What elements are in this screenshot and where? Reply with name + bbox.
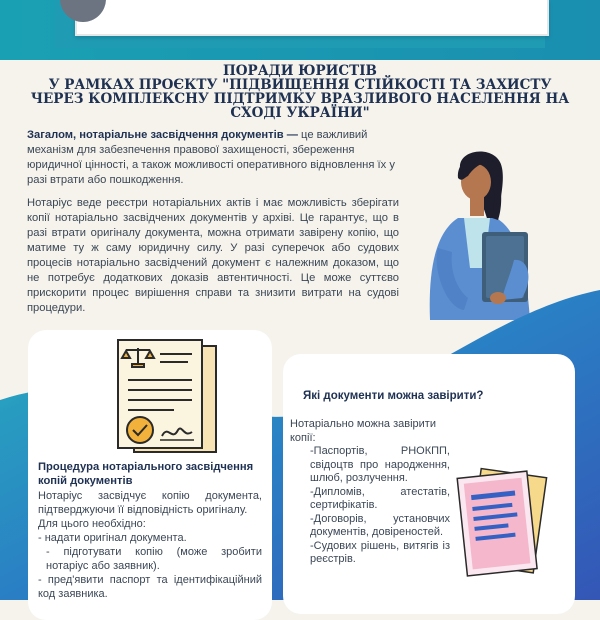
list-item: - надати оригінал документа. bbox=[38, 532, 187, 544]
procedure-text bbox=[38, 489, 262, 601]
header-card bbox=[75, 0, 549, 36]
list-item: -Судових рішень, витягів із реєстрів. bbox=[310, 539, 450, 565]
certified-document-illustration bbox=[104, 338, 222, 456]
procedure-title: Процедура нотаріального засвідчення копій документів bbox=[38, 461, 254, 487]
list-item: -Паспортів, РНОКПП, свідоцтв про народження, шлюб, розлучення. bbox=[310, 445, 450, 484]
procedure-description: Нотаріус засвідчує копію документа, підтверджуючи її відповідність оригіналу. bbox=[38, 490, 262, 516]
documents-stack-illustration bbox=[452, 462, 552, 582]
list-item: -Дипломів, атестатів, сертифікатів. bbox=[310, 485, 450, 511]
page-title bbox=[20, 64, 580, 120]
list-item: -Договорів, установчих документів, довіреностей. bbox=[310, 512, 450, 538]
list-item: - підготувати копію (може зробити нотаріус або заявник). bbox=[46, 546, 262, 572]
title-line: СХОДІ УКРАЇНИ" bbox=[230, 105, 370, 121]
documents-list bbox=[290, 418, 450, 567]
notary-registry-paragraph: Нотаріус веде реєстри нотаріальних актів і має можливість зберігати копії нотаріально засвідчених документів у архіві. Це гарантує, що в разі втрати оригіналу документа, можна отримати завірену копію, що матиме ту ж саму юридичну силу. У разі суперечок або судових процесів нотаріально засвідчений документ є належним доказом, що не потребує додаткових доказів автентичності. Це може суттєво прискорити процес вирішення справи та знизити витрати на судові процедури. bbox=[27, 197, 399, 314]
intro-text: це важливий механізм для забезпечення правової захищеності, збереження юридичної цінності, а також можливості оперативного відновлення їх у разі втрати або пошкодження. bbox=[27, 129, 395, 186]
intro-lead: Загалом, нотаріальне засвідчення документів — bbox=[27, 129, 298, 141]
title-line: ЧЕРЕЗ КОМПЛЕКСНУ ПІДТРИМКУ ВРАЗЛИВОГО НАСЕЛЕННЯ НА bbox=[30, 91, 570, 107]
title-line: У РАМКАХ ПРОЄКТУ "ПІДВИЩЕННЯ СТІЙКОСТІ ТА ЗАХИСТУ bbox=[48, 77, 552, 93]
documents-intro: Нотаріально можна завірити копії: bbox=[290, 418, 436, 444]
intro-paragraph bbox=[27, 128, 399, 188]
procedure-need: Для цього необхідно: bbox=[38, 518, 146, 530]
list-item: - пред'явити паспорт та ідентифікаційний код заявника. bbox=[38, 574, 262, 600]
title-line: ПОРАДИ ЮРИСТІВ bbox=[223, 63, 377, 79]
documents-title: Які документи можна завірити? bbox=[303, 390, 484, 402]
seal-icon bbox=[127, 417, 153, 443]
